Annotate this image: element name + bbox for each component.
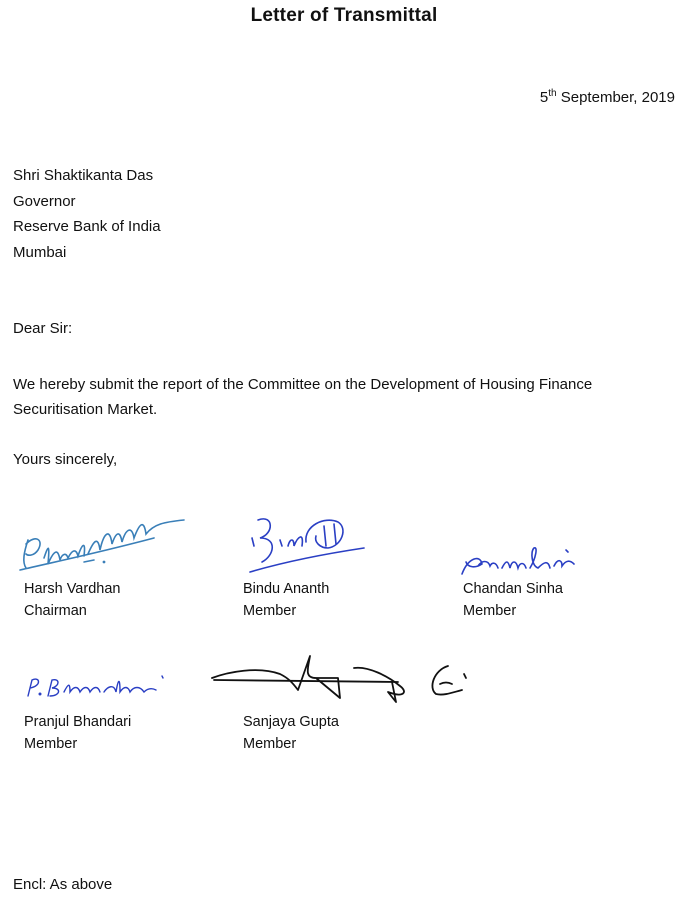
signature-sanjaya-gupta-icon: [208, 652, 478, 707]
signatory-name-sanjaya-gupta: Sanjaya Gupta: [243, 714, 339, 730]
letter-date: [540, 89, 675, 106]
signatory-role-chandan-sinha: Member: [463, 603, 517, 619]
signature-harsh-vardhan-icon: [14, 510, 194, 580]
recipient-city: Mumbai: [13, 244, 67, 261]
letter-title: Letter of Transmittal: [250, 5, 438, 26]
signatory-name-chandan-sinha: Chandan Sinha: [463, 581, 563, 597]
date-day: 5: [539, 89, 549, 106]
signatory-name-bindu-ananth: Bindu Ananth: [243, 581, 330, 597]
signatory-name-harsh-vardhan: Harsh Vardhan: [24, 581, 121, 597]
salutation: Dear Sir:: [13, 320, 73, 337]
date-ordinal-suffix: th: [548, 88, 557, 99]
signature-pranjul-bhandari-icon: [22, 670, 172, 702]
recipient-name: Shri Shaktikanta Das: [13, 167, 154, 184]
signatory-role-bindu-ananth: Member: [243, 603, 297, 619]
signatory-name-pranjul-bhandari: Pranjul Bhandari: [24, 714, 132, 730]
signatory-role-harsh-vardhan: Chairman: [24, 603, 87, 619]
body-paragraph: We hereby submit the report of the Committee on the Development of Housing Finance Securitisation Market.: [13, 376, 593, 418]
enclosure-note: Encl: As above: [13, 876, 113, 893]
recipient-title: Governor: [13, 193, 76, 210]
signatory-role-sanjaya-gupta: Member: [243, 736, 297, 752]
date-rest: September, 2019: [556, 89, 675, 106]
signature-bindu-ananth-icon: [244, 512, 374, 582]
recipient-organization: Reserve Bank of India: [13, 218, 161, 235]
closing: Yours sincerely,: [13, 451, 118, 468]
signature-chandan-sinha-icon: [458, 540, 588, 580]
signatory-role-pranjul-bhandari: Member: [24, 736, 78, 752]
